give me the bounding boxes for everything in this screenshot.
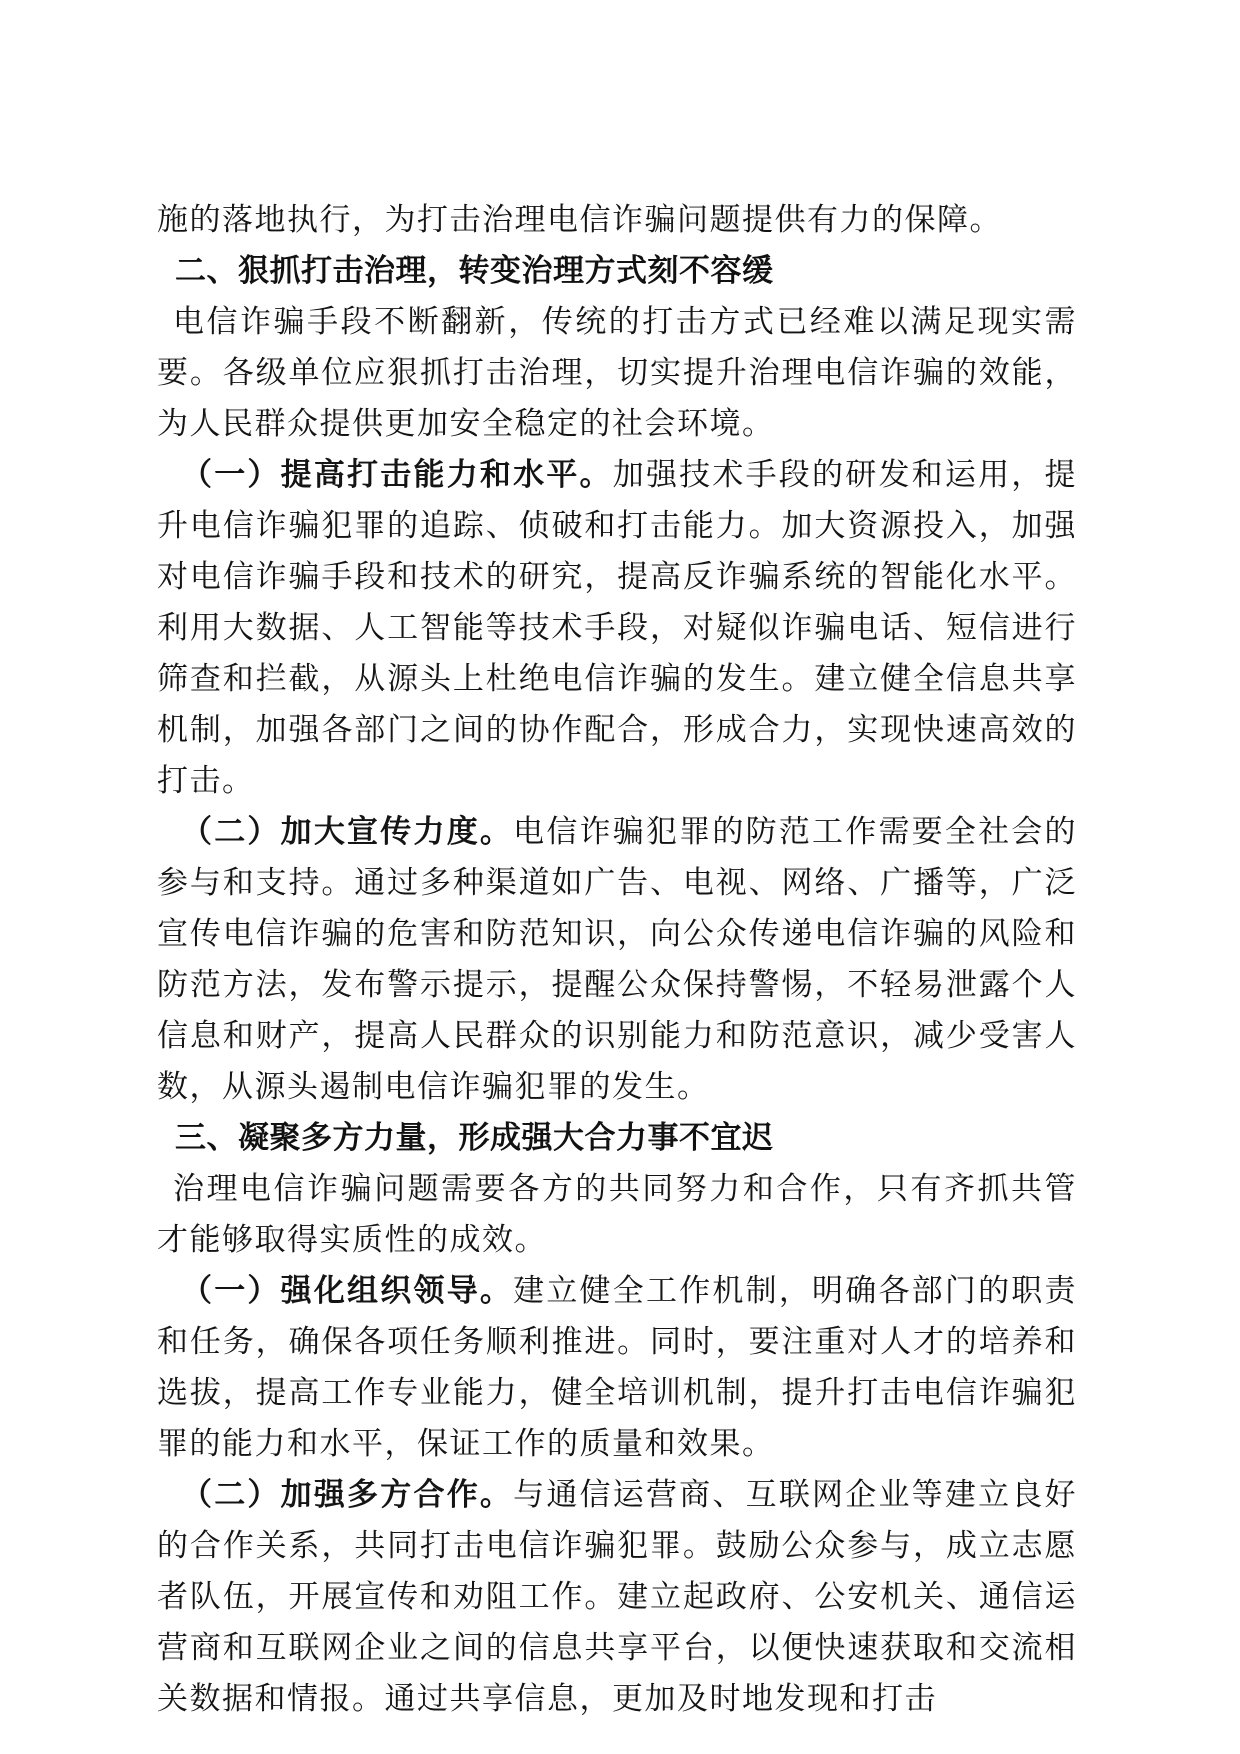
paragraph-section-3-intro: 治理电信诈骗问题需要各方的共同努力和合作，只有齐抓共管才能够取得实质性的成效。 — [157, 1171, 1077, 1258]
subsection-body-3-1: 建立健全工作机制，明确各部门的职责和任务，确保各项任务顺利推进。同时，要注重对人才的培养和选拔，提高工作专业能力，健全培训机制，提升打击电信诈骗犯罪的能力和水平，保证工作的质量和效果。 — [157, 1273, 1078, 1462]
document-page — [157, 195, 1077, 1725]
paragraph-continuation: 施的落地执行，为打击治理电信诈骗问题提供有力的保障。 — [157, 202, 1002, 238]
subsection-body-3-2: 与通信运营商、互联网企业等建立良好的合作关系，共同打击电信诈骗犯罪。鼓励公众参与，成立志愿者队伍，开展宣传和劝阻工作。建立起政府、公安机关、通信运营商和互联网企业之间的信息共享平台，以便快速获取和交流相关数据和情报。通过共享信息，更加及时地发现和打击 — [157, 1477, 1078, 1717]
paragraph-section-2-2 — [157, 807, 1077, 1113]
paragraph-section-3-1 — [157, 1266, 1077, 1470]
subsection-body-2-1: 加强技术手段的研发和运用，提升电信诈骗犯罪的追踪、侦破和打击能力。加大资源投入，加强对电信诈骗手段和技术的研究，提高反诈骗系统的智能化水平。利用大数据、人工智能等技术手段，对疑似诈骗电话、短信进行筛查和拦截，从源头上杜绝电信诈骗的发生。建立健全信息共享机制，加强各部门之间的协作配合，形成合力，实现快速高效的打击。 — [157, 457, 1077, 799]
subsection-lead-3-2: （二）加强多方合作。 — [181, 1477, 514, 1513]
subsection-lead-2-2: （二）加大宣传力度。 — [181, 814, 514, 850]
section-heading-3: 三、凝聚多方力量，形成强大合力事不宜迟 — [175, 1120, 774, 1156]
subsection-lead-3-1: （一）强化组织领导。 — [181, 1273, 514, 1309]
paragraph-section-2-intro: 电信诈骗手段不断翻新，传统的打击方式已经难以满足现实需要。各级单位应狠抓打击治理，切实提升治理电信诈骗的效能，为人民群众提供更加安全稳定的社会环境。 — [157, 304, 1077, 442]
subsection-body-2-2: 电信诈骗犯罪的防范工作需要全社会的参与和支持。通过多种渠道如广告、电视、网络、广播等，广泛宣传电信诈骗的危害和防范知识，向公众传递电信诈骗的风险和防范方法，发布警示提示，提醒公众保持警惕，不轻易泄露个人信息和财产，提高人民群众的识别能力和防范意识，减少受害人数，从源头遏制电信诈骗犯罪的发生。 — [157, 814, 1078, 1105]
paragraph-section-2-1 — [157, 450, 1077, 807]
paragraph-section-3-2 — [157, 1470, 1077, 1725]
subsection-lead-2-1: （一）提高打击能力和水平。 — [181, 457, 613, 493]
section-heading-2: 二、狠抓打击治理，转变治理方式刻不容缓 — [175, 253, 774, 289]
